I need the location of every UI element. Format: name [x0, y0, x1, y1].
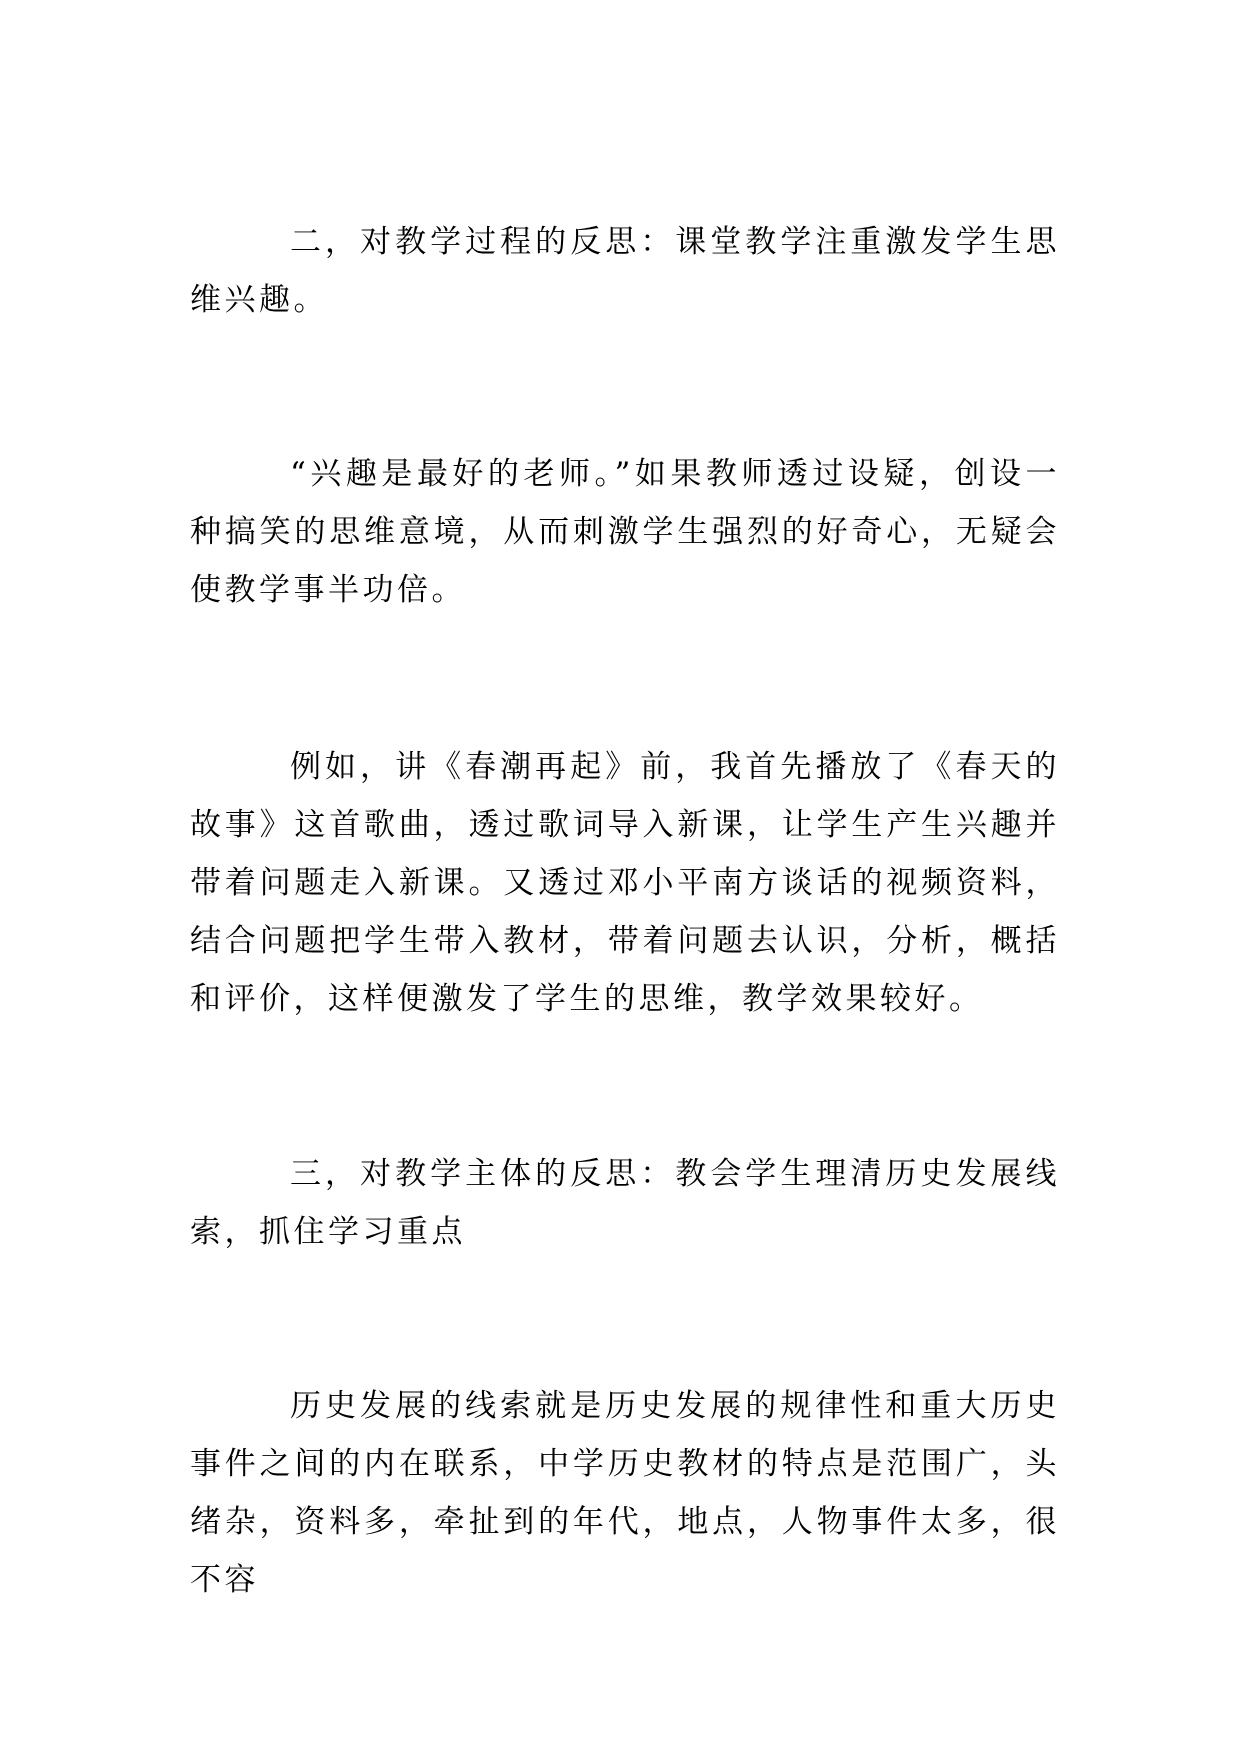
- section-heading-teaching-subject: 三，对教学主体的反思：教会学生理清历史发展线索，抓住学习重点: [190, 1156, 1060, 1250]
- paragraph-history-clues: 历史发展的线索就是历史发展的规律性和重大历史事件之间的内在联系，中学历史教材的特点是范围广，头绪杂，资料多，牵扯到的年代，地点，人物事件太多，很不容: [190, 1388, 1060, 1598]
- paragraph-interest-quote: “兴趣是最好的老师。”如果教师透过设疑，创设一种搞笑的思维意境，从而刺激学生强烈的好奇心，无疑会使教学事半功倍。: [190, 456, 1060, 608]
- paragraph-example: 例如，讲《春潮再起》前，我首先播放了《春天的故事》这首歌曲，透过歌词导入新课，让学生产生兴趣并带着问题走入新课。又透过邓小平南方谈话的视频资料，结合问题把学生带入教材，带着问题去认识，分析，概括和评价，这样便激发了学生的思维，教学效果较好。: [190, 749, 1060, 1017]
- section-heading-teaching-process: 二，对教学过程的反思：课堂教学注重激发学生思维兴趣。: [190, 224, 1060, 318]
